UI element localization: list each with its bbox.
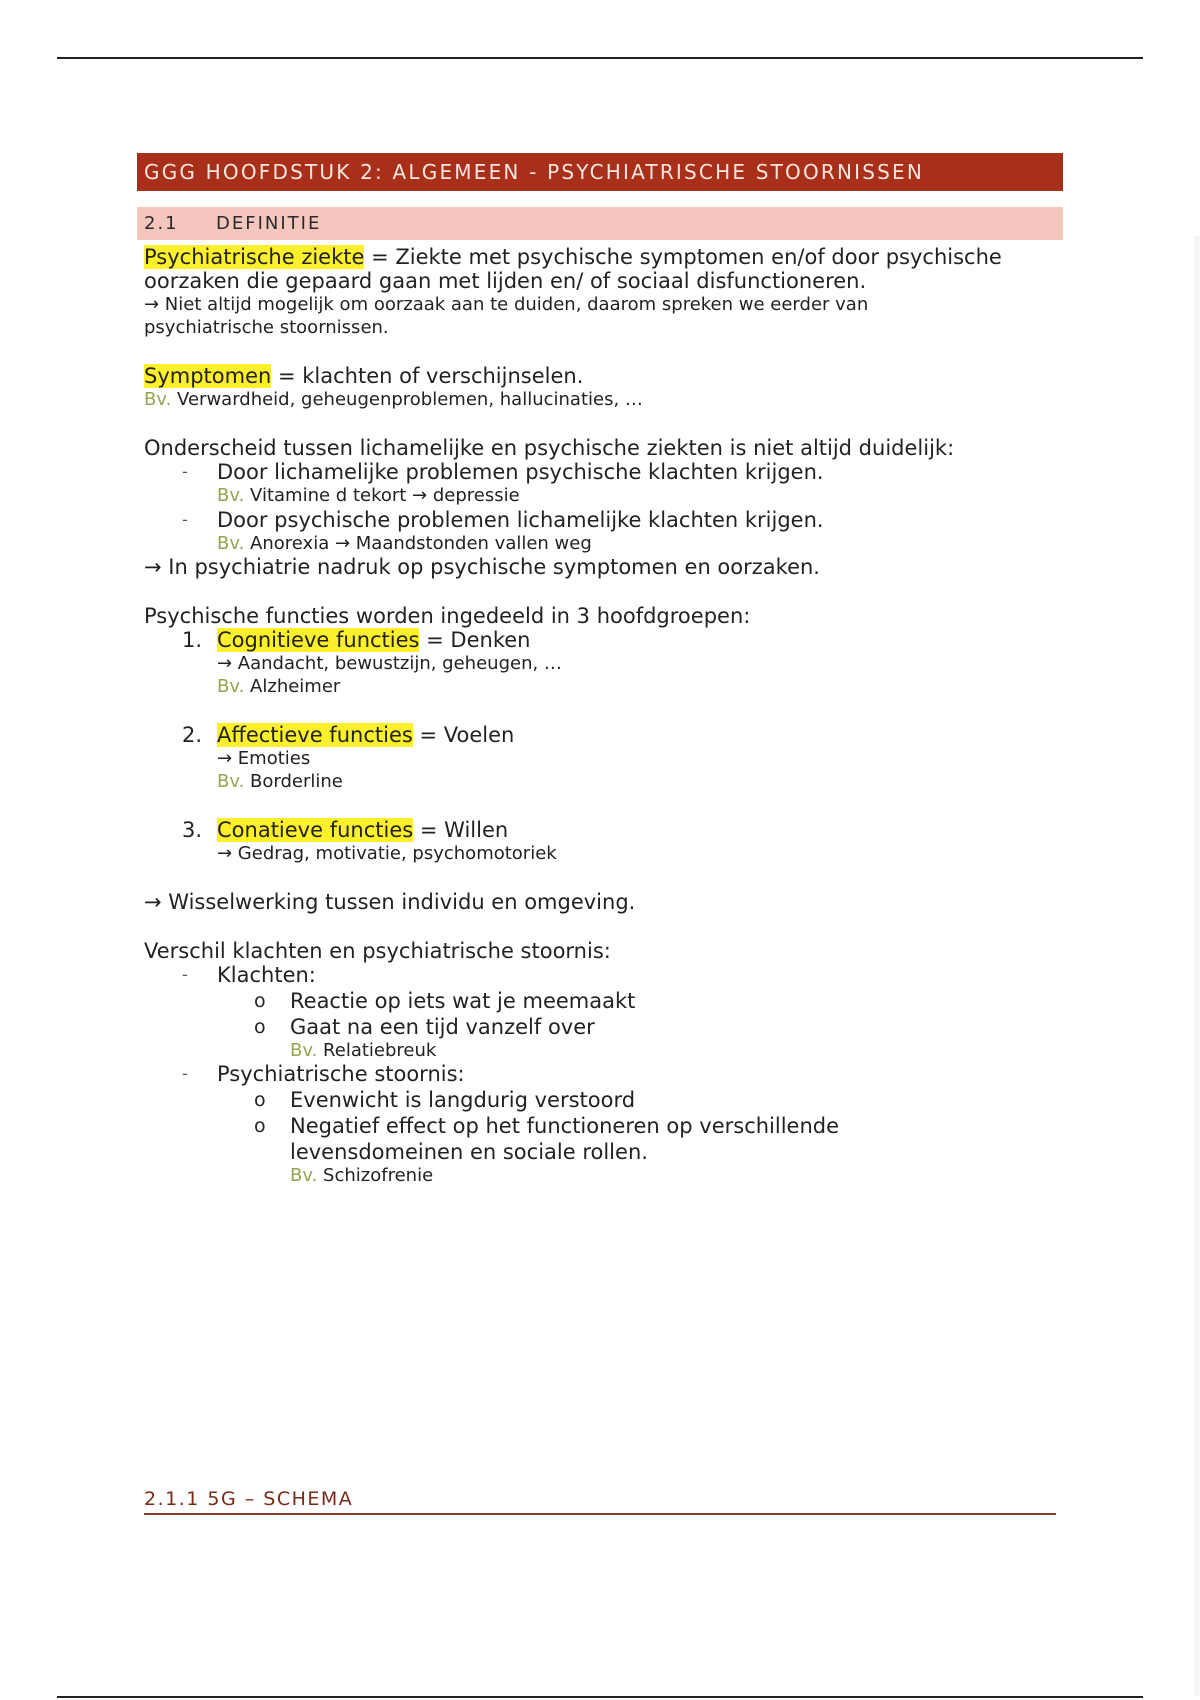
symptomen-line: Symptomen = klachten of verschijnselen. [144, 364, 584, 388]
subsection-heading: 2.1.1 5G – SCHEMA [144, 1488, 1056, 1515]
section-heading [137, 207, 1063, 240]
symptomen-term: Symptomen [144, 364, 272, 388]
list-item: - Door psychische problemen lichamelijke klachten krijgen. [182, 508, 824, 532]
definition-note-2: psychiatrische stoornissen. [144, 317, 389, 338]
functie-example: Bv. Borderline [217, 771, 343, 792]
sub-list-item: o Reactie op iets wat je meemaakt [254, 989, 636, 1013]
onderscheid-intro: Onderscheid tussen lichamelijke en psychische ziekten is niet altijd duidelijk: [144, 436, 955, 460]
onderscheid-conclusion: → In psychiatrie nadruk op psychische symptomen en oorzaken. [144, 555, 820, 579]
section-body [137, 240, 1063, 1187]
list-item: - Psychiatrische stoornis: [182, 1062, 465, 1086]
sub-list-example: Bv. Schizofrenie [290, 1165, 434, 1186]
page-bottom-rule [57, 1696, 1143, 1698]
sub-list-item: o Evenwicht is langdurig verstoord [254, 1088, 636, 1112]
functies-intro: Psychische functies worden ingedeeld in 3 hoofdgroepen: [144, 604, 751, 628]
functie-item-2: 2. Affectieve functies = Voelen [182, 723, 515, 747]
functie-item-3: 3. Conatieve functies = Willen [182, 818, 509, 842]
functies-conclusion: → Wisselwerking tussen individu en omgeving. [144, 890, 636, 914]
list-item: - Door lichamelijke problemen psychische klachten krijgen. [182, 460, 824, 484]
functie-arrow: → Aandacht, bewustzijn, geheugen, … [217, 653, 562, 674]
functie-arrow: → Emoties [217, 748, 311, 769]
sub-list-item-continued: levensdomeinen en sociale rollen. [290, 1140, 648, 1164]
symptomen-example: Bv. Verwardheid, geheugenproblemen, hallucinaties, … [144, 389, 643, 410]
list-item: - Klachten: [182, 963, 316, 987]
subsection-heading-wrap [144, 1488, 1056, 1515]
page-shade [1194, 236, 1200, 1696]
definition-term: Psychiatrische ziekte [144, 245, 365, 269]
definition-line-2: oorzaken die gepaard gaan met lijden en/ of sociaal disfunctioneren. [144, 269, 867, 293]
list-item-example: Bv. Vitamine d tekort → depressie [217, 485, 520, 506]
list-item-example: Bv. Anorexia → Maandstonden vallen weg [217, 533, 592, 554]
document-content [137, 153, 1063, 1187]
verschil-intro: Verschil klachten en psychiatrische stoornis: [144, 939, 611, 963]
section-number: 2.1 [144, 213, 179, 234]
definition-line: Psychiatrische ziekte = Ziekte met psychische symptomen en/of door psychische [144, 245, 1002, 269]
functie-arrow: → Gedrag, motivatie, psychomotoriek [217, 843, 557, 864]
sub-list-item: o Negatief effect op het functioneren op verschillende [254, 1114, 840, 1138]
chapter-heading: GGG HOOFDSTUK 2: ALGEMEEN - PSYCHIATRISCHE STOORNISSEN [137, 153, 1063, 191]
sub-list-item: o Gaat na een tijd vanzelf over [254, 1015, 595, 1039]
section-title: DEFINITIE [216, 213, 322, 234]
definition-note: → Niet altijd mogelijk om oorzaak aan te duiden, daarom spreken we eerder van [144, 294, 869, 315]
functie-example: Bv. Alzheimer [217, 676, 341, 697]
functie-item-1: 1. Cognitieve functies = Denken [182, 628, 531, 652]
page-top-rule [57, 57, 1143, 59]
sub-list-example: Bv. Relatiebreuk [290, 1040, 437, 1061]
